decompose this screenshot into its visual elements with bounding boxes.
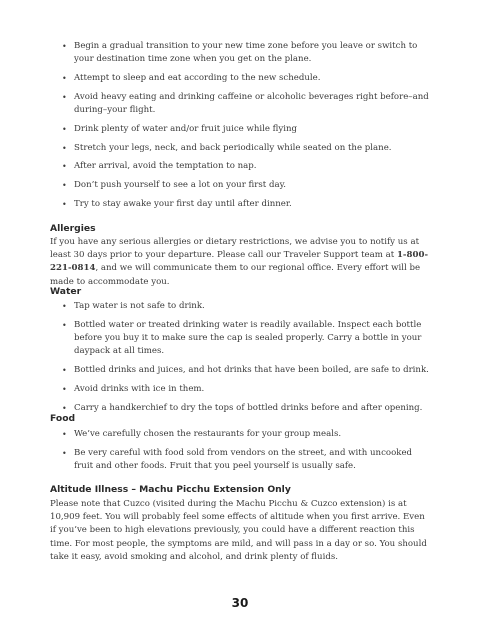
bullet-icon: • [62,302,67,311]
bullet-icon: • [62,73,67,83]
bullet-icon: • [62,403,67,413]
list-item: • Avoid drinks with ice in them. [62,383,205,394]
allergies-paragraph: If you have any serious allergies or dietary restrictions, we advise you to notify us at least 30 days prior to your departure. Please call our Traveler Support team at 1-800-221-0814, and we will communicate them to our regional office. Every effort will be made to accommodate you. [50,237,429,287]
bullet-icon: • [62,365,67,375]
page-number: 30 [231,596,249,610]
list-item: • Begin a gradual transition to your new time zone before you leave or switch to your destination time zone when you get on the plane. [62,41,418,64]
list-item: • Attempt to sleep and eat according to the new schedule. [62,72,321,83]
time-zone-tips-list [62,40,432,217]
bullet-icon: • [62,124,67,134]
list-item: • After arrival, avoid the temptation to nap. [62,161,257,172]
bullet-icon: • [62,430,67,439]
list-item: • Carry a handkerchief to dry the tops of bottled drinks before and after opening. [62,402,423,413]
list-item: • Try to stay awake your first day until after dinner. [62,199,292,210]
bullet-icon: • [62,92,67,102]
list-item: • Avoid heavy eating and drinking caffeine or alcoholic beverages right before–and during–your flight. [62,91,429,115]
altitude-heading: Altitude Illness – Machu Picchu Extension Only [50,484,291,495]
bullet-icon: • [62,181,67,191]
traveler-support-phone: 1-800-221-0814 [50,250,429,274]
bullet-icon: • [62,320,67,330]
water-heading: Water [50,286,82,297]
water-list [62,300,432,420]
allergies-heading: Allergies [50,223,96,234]
list-item: • Drink plenty of water and/or fruit juice while flying [62,123,298,134]
altitude-paragraph: Please note that Cuzco (visited during the Machu Picchu & Cuzco extension) is at 10,909 feet. You will probably feel some effects of altitude when you first arrive. Even if you’ve been to high elevations previously, you could have a different reaction this time. For most people, the symptoms are mild, and will pass in a day or so. You should take it easy, avoid smoking and alcohol, and drink plenty of fluids. [50,499,427,562]
list-item: • Bottled drinks and juices, and hot drinks that have been boiled, are safe to drink. [62,364,429,375]
list-item: • Stretch your legs, neck, and back periodically while seated on the plane. [62,142,392,153]
list-item: • Tap water is not safe to drink. [62,301,205,311]
bullet-icon: • [62,200,67,210]
list-item: • Bottled water or treated drinking water is readily available. Inspect each bottle before you buy it to make sure the cap is sealed properly. Carry a bottle in your daypack at all times. [62,319,422,356]
bullet-icon: • [62,162,67,172]
bullet-icon: • [62,42,67,51]
bullet-icon: • [62,143,67,153]
food-heading: Food [50,413,76,424]
bullet-icon: • [62,448,67,458]
list-item: • We’ve carefully chosen the restaurants for your group meals. [62,429,342,439]
food-list [62,428,432,479]
list-item: • Don’t push yourself to see a lot on your first day. [62,180,287,191]
list-item: • Be very careful with food sold from vendors on the street, and with uncooked fruit and other foods. Fruit that you peel yourself is usually safe. [62,447,413,471]
bullet-icon: • [62,384,67,394]
